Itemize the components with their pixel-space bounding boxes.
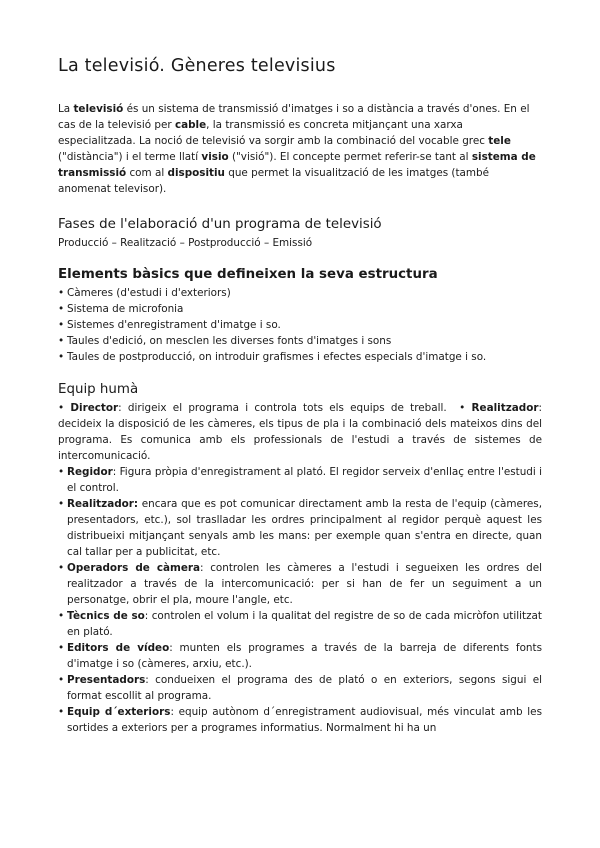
list-item [58, 560, 542, 608]
list-item: • Taules d'edició, on mesclen les diverses fonts d'imatges i sons [58, 333, 542, 349]
list-item [58, 704, 542, 736]
role-label: Director [70, 402, 119, 414]
role-text: : condueixen el programa des de plató o en exteriors, segons sigui el format escollit al programa. [67, 674, 542, 702]
elements-section [58, 266, 542, 365]
role-label: Tècnics de so [67, 610, 145, 622]
role-text: : controlen el volum i la qualitat del registre de so de cada micròfon utilitzat en plató. [67, 610, 542, 638]
bullet-icon: • [58, 498, 65, 510]
role-text: : Figura pròpia d'enregistrament al plató. El regidor serveix d'enllaç entre l'estudi i el control. [67, 466, 542, 494]
list-item [58, 496, 542, 560]
intro-text: ("visió"). El concepte permet referir-se tant al [228, 151, 472, 163]
equip-heading: Equip humà [58, 382, 139, 397]
list-item: • Taules de postproducció, on introduir grafismes i efectes especials d'imatge i so. [58, 349, 542, 365]
role-label: Realitzador: [67, 498, 139, 510]
list-item: • Càmeres (d'estudi i d'exteriors) [58, 285, 542, 301]
list-item [58, 464, 542, 496]
role-label: Editors de vídeo [67, 642, 170, 654]
list-item [58, 672, 542, 704]
equip-list [58, 400, 542, 736]
role-text: : munten els programes a través de la barreja de diferents fonts d'imatge i so (càmeres, arxiu, etc.). [67, 642, 542, 670]
bullet-icon: • [58, 706, 65, 718]
intro-text: ("distància") i el terme llatí [58, 151, 202, 163]
role-label: Equip d´exteriors [67, 706, 171, 718]
bullet-icon: • [58, 466, 65, 478]
bullet-icon: • [58, 402, 71, 414]
elements-heading: Elements bàsics que defineixen la seva estructura [58, 267, 438, 282]
fases-section [58, 216, 542, 251]
intro-text: és un sistema de transmissió d'imatges i so a distància a través d'ones. En el cas de la televisió per [58, 103, 530, 131]
intro-paragraph [58, 101, 542, 197]
role-text: encara que es pot comunicar directament amb la resta de l'equip (càmeres, presentadors, etc.), sol traslladar les ordres principalment al regidor perquè aquest les distribueixi mitjançant senyals amb les mans: per exemple quan s'entra en directe, quan cal tallar per a publicitat, etc. [67, 498, 542, 558]
page-title: La televisió. Gèneres televisius [58, 56, 336, 76]
bullet-icon: • [58, 642, 65, 654]
intro-text: La [58, 103, 74, 115]
intro-text: que permet la visualització de les imatges (també anomenat televisor). [58, 167, 490, 195]
list-item: • Sistema de microfonia [58, 301, 542, 317]
bullet-icon: • [58, 562, 65, 574]
intro-bold: cable [174, 119, 207, 131]
list-item [58, 608, 542, 640]
fases-heading: Fases de l'elaboració d'un programa de televisió [58, 217, 382, 232]
bullet-icon: • [452, 402, 472, 414]
role-text: : equip autònom d´enregistrament audiovisual, més vinculat amb les sortides a exteriors per a programes informatius. Normalment hi ha un [67, 706, 542, 734]
bullet-icon: • [58, 610, 65, 622]
elements-list [58, 285, 542, 365]
intro-text: com al [126, 167, 168, 179]
bullet-icon: • [58, 674, 65, 686]
fases-line: Producció – Realització – Postproducció – Emissió [58, 237, 313, 249]
role-label: Realitzador [471, 402, 539, 414]
intro-bold: sistema de transmissió [58, 151, 536, 179]
role-text: : dirigeix el programa i controla tots els equips de treball. [118, 402, 447, 414]
intro-bold: visio [201, 151, 229, 163]
role-label: Operadors de càmera [67, 562, 201, 574]
intro-bold: televisió [73, 103, 124, 115]
intro-bold: tele [488, 135, 511, 147]
intro-text: , la transmissió es concreta mitjançant una xarxa especialitzada. La noció de televisió va sorgir amb la combinació del vocable grec [58, 119, 489, 147]
list-item: • Sistemes d'enregistrament d'imatge i so. [58, 317, 542, 333]
intro-section [58, 101, 542, 197]
equip-section [58, 381, 542, 736]
role-label: Presentadors [67, 674, 146, 686]
role-label: Regidor [67, 466, 113, 478]
role-text: : decideix la disposició de les càmeres, els tipus de pla i la combinació dels mateixos dins del programa. Es comunica amb els professionals de l'estudi a través de sistemes de intercomunicació. [58, 402, 542, 462]
list-item [58, 640, 542, 672]
intro-bold: dispositiu [167, 167, 225, 179]
list-item [58, 400, 542, 464]
role-text: : controlen les càmeres a l'estudi i segueixen les ordres del realitzador a través de la intercomunicació: per si han de fer un seguiment a un personatge, obrir el pla, moure l'angle, etc. [67, 562, 542, 606]
